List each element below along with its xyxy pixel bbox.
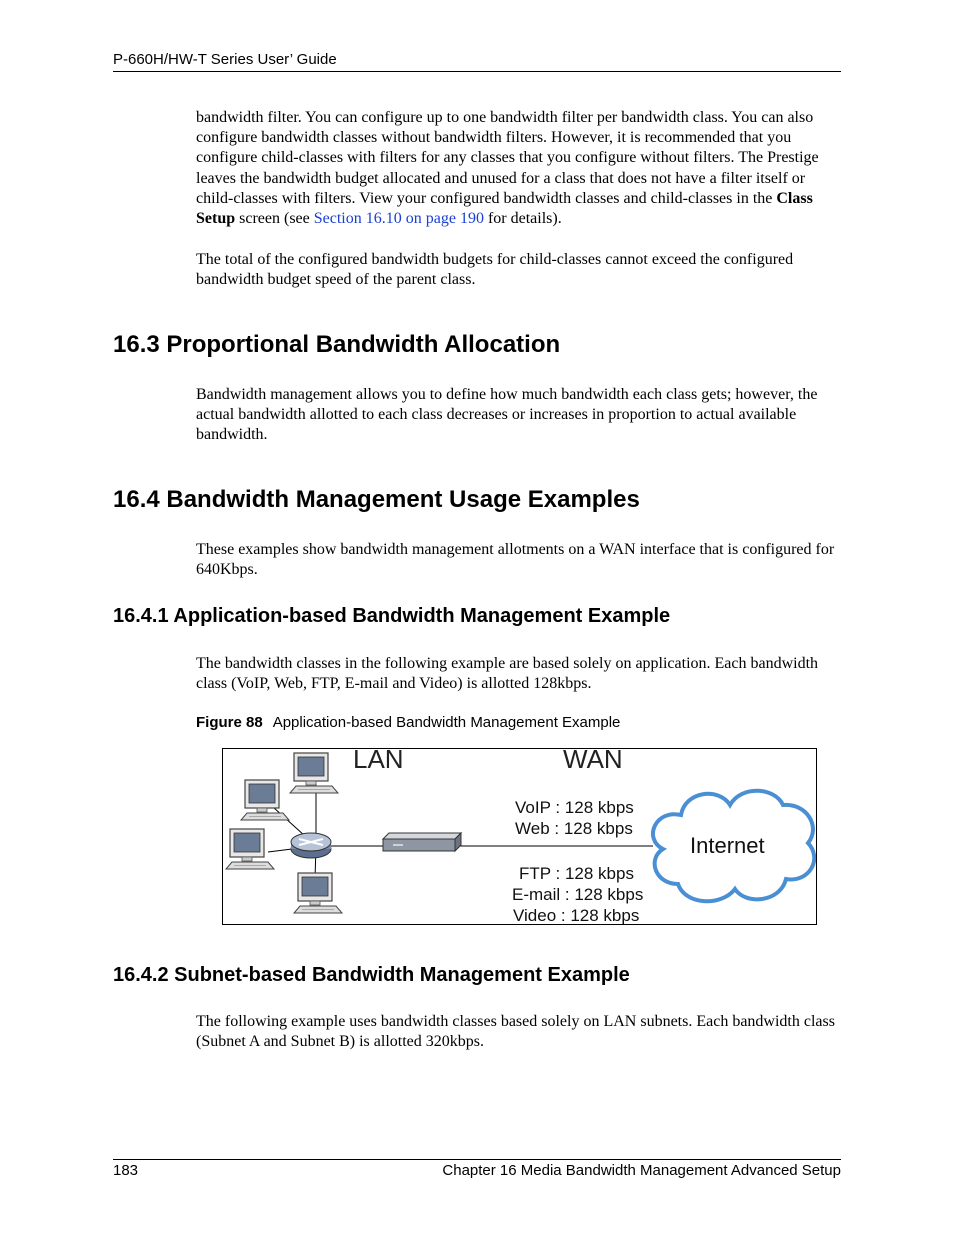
header-rule [113,71,841,72]
paragraph-16-4-1: The bandwidth classes in the following example are based solely on application. Each bandwidth class (VoIP, Web, FTP, E-mail and Video) is allotted 128kbps. [196,655,819,693]
intro-text-2: screen (see [235,210,314,228]
voip-class: VoIP : 128 kbps [515,798,634,817]
running-header: P-660H/HW-T Series User’ Guide [113,51,337,68]
figure-caption [196,714,620,731]
computer-icon [226,829,274,869]
computer-icon [241,780,289,820]
switch-icon [291,833,331,858]
figure-number: Figure 88 [196,714,263,731]
computer-icon [290,753,338,793]
intro-text-3: for details). [483,210,562,228]
wan-label: WAN [563,749,623,774]
computer-icon [294,873,342,913]
intro-text-1: bandwidth filter. You can configure up to one bandwidth filter per bandwidth class. You can also configure bandwidth classes without bandwidth filters. However, it is recommended that you configure child-classes with filters for any classes that you configure without filters. The Prestige leaves the bandwidth budget allocated and unused for a class that does not have a filter itself or child-classes with filters. View your configured bandwidth classes and child-classes in the [196,109,819,207]
router-icon [383,833,461,851]
internet-label: Internet [690,833,765,858]
heading-16-3: 16.3 Proportional Bandwidth Allocation [113,331,561,358]
heading-16-4: 16.4 Bandwidth Management Usage Examples [113,486,640,513]
paragraph-16-3: Bandwidth management allows you to define how much bandwidth each class gets; however, the actual bandwidth allotted to each class decreases or increases in proportion to actual available bandwidth. [196,386,818,444]
figure-caption-text: Application-based Bandwidth Management Example [272,714,621,731]
section-link[interactable]: Section 16.10 on page 190 [313,210,484,228]
page-number: 183 [113,1162,139,1179]
ftp-class: FTP : 128 kbps [519,864,634,883]
intro-paragraph-1 [196,108,846,229]
paragraph-16-4-2: The following example uses bandwidth classes based solely on LAN subnets. Each bandwidth class (Subnet A and Subnet B) is allotted 320kbps. [196,1013,835,1051]
intro-paragraph-2: The total of the configured bandwidth budgets for child-classes cannot exceed the configured bandwidth budget speed of the parent class. [196,251,794,289]
web-class: Web : 128 kbps [515,819,633,838]
video-class: Video : 128 kbps [513,906,640,924]
heading-16-4-2: 16.4.2 Subnet-based Bandwidth Management Example [113,964,630,986]
email-class: E-mail : 128 kbps [512,885,644,904]
lan-label: LAN [353,749,404,774]
paragraph-16-4: These examples show bandwidth management allotments on a WAN interface that is configured for 640Kbps. [196,541,835,579]
class-setup-term: Class Setup [196,189,813,228]
heading-16-4-1: 16.4.1 Application-based Bandwidth Management Example [113,605,671,627]
network-diagram [222,748,817,925]
footer-rule [113,1159,841,1160]
chapter-title: Chapter 16 Media Bandwidth Management Advanced Setup [442,1162,841,1179]
